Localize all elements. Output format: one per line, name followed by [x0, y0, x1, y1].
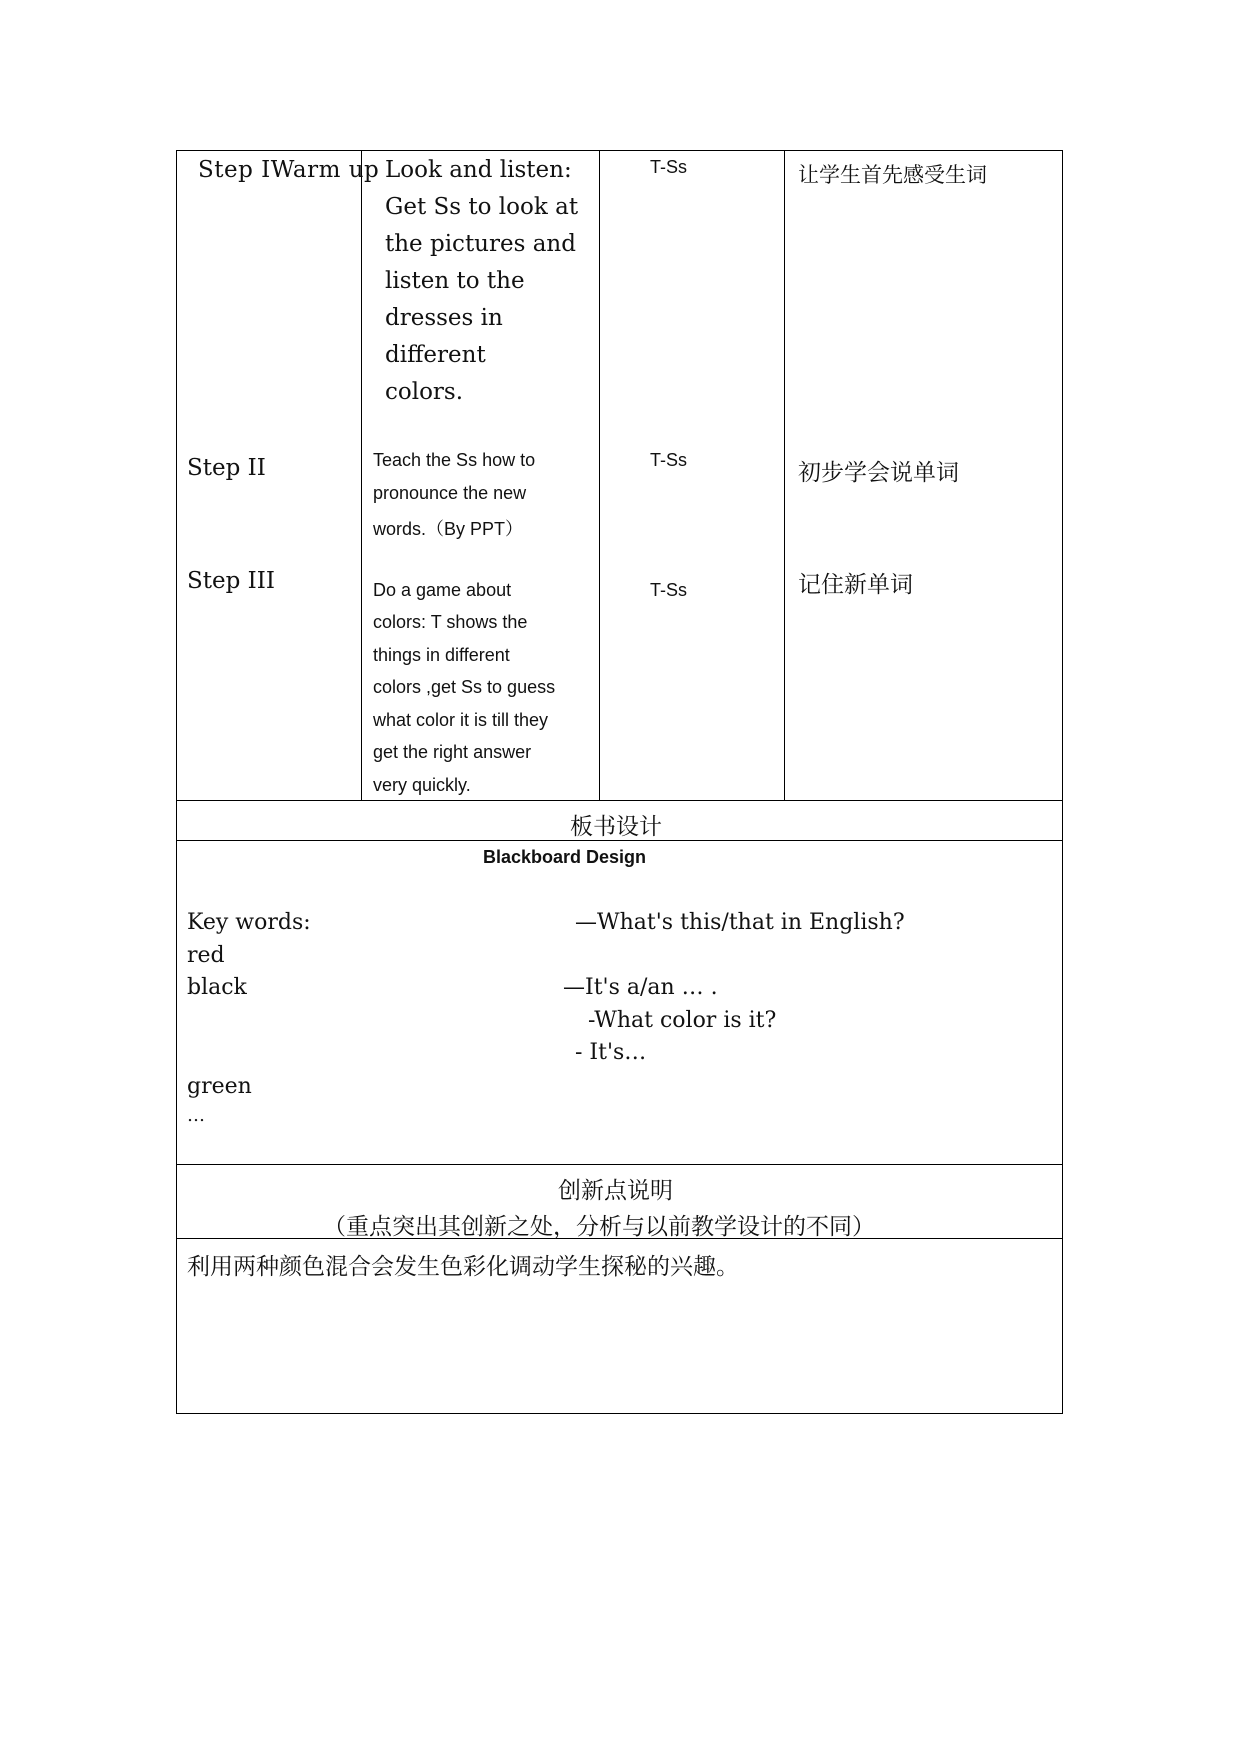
sentence-pattern: —What's this/that in English?	[575, 910, 905, 935]
step-title: Step IWarm up	[198, 157, 380, 183]
activity-line: words.（By PPT）	[373, 519, 524, 539]
blackboard-heading-en: Blackboard Design	[483, 847, 647, 867]
table-bottom-border	[177, 1413, 1062, 1414]
key-word: red	[187, 943, 225, 968]
key-word: green	[187, 1074, 252, 1099]
activity-line: things in different	[373, 645, 510, 665]
activity-line: pronounce the new	[373, 483, 527, 503]
key-word: black	[187, 975, 247, 1000]
sentence-pattern: - It's…	[575, 1040, 647, 1065]
key-word: …	[187, 1105, 205, 1126]
interaction-mode: T-Ss	[650, 580, 688, 600]
activity-line: Look and listen:	[385, 157, 572, 183]
key-word: Key words:	[187, 910, 311, 935]
step-title: Step III	[187, 568, 275, 594]
step-purpose: 让学生首先感受生词	[798, 164, 987, 187]
innovation-content: 利用两种颜色混合会发生色彩化调动学生探秘的兴趣。	[187, 1253, 739, 1279]
interaction-mode: T-Ss	[650, 450, 688, 470]
innovation-heading: 创新点说明	[558, 1177, 673, 1203]
sentence-pattern: -What color is it?	[588, 1008, 777, 1033]
table-left-border	[176, 150, 177, 1414]
activity-line: listen to the	[385, 268, 525, 294]
step-title: Step II	[187, 455, 266, 481]
activity-line: get the right answer	[373, 742, 532, 762]
innovation-subheading: （重点突出其创新之处，分析与以前教学设计的不同）	[323, 1213, 875, 1239]
table-top-border	[177, 150, 1062, 151]
activity-line: what color it is till they	[373, 710, 549, 730]
activity-line: different	[385, 342, 486, 368]
activity-line: very quickly.	[373, 775, 471, 795]
activity-line: Teach the Ss how to	[373, 450, 536, 470]
activity-line: colors ,get Ss to guess	[373, 677, 556, 697]
activity-line: the pictures and	[385, 231, 576, 257]
activity-line: colors.	[385, 379, 464, 405]
table-column-divider	[784, 150, 785, 800]
step-purpose: 初步学会说单词	[798, 459, 959, 485]
activity-line: dresses in	[385, 305, 503, 331]
blackboard-heading-cn: 板书设计	[570, 813, 662, 839]
table-column-divider	[361, 150, 362, 800]
table-row-divider	[177, 800, 1062, 801]
table-right-border	[1062, 150, 1063, 1414]
step-purpose: 记住新单词	[798, 571, 913, 597]
table-row-divider	[177, 1164, 1062, 1165]
activity-line: Get Ss to look at	[385, 194, 579, 220]
sentence-pattern: —It's a/an … .	[563, 975, 718, 1000]
table-column-divider	[599, 150, 600, 800]
interaction-mode: T-Ss	[650, 157, 688, 177]
activity-line: colors: T shows the	[373, 612, 528, 632]
activity-line: Do a game about	[373, 580, 512, 600]
